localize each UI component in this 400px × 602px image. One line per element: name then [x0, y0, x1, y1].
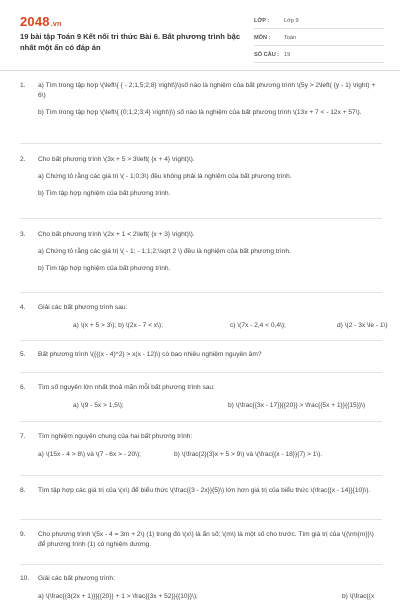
question-text: Bất phương trình \({{(x - 4)^2} > x(x - 12)\) có bao nhiêu nghiệm nguyên âm?	[38, 351, 262, 358]
question-number: 10.	[20, 575, 30, 582]
document-title: 19 bài tập Toán 9 Kết nối tri thức Bài 6. Bất phương trình bậc nhất một ẩn có đáp án	[20, 32, 241, 52]
meta-row-subject	[254, 31, 384, 46]
meta-value: Lớp 9	[284, 18, 299, 24]
question-2	[20, 155, 382, 199]
question-items	[38, 321, 388, 331]
question-item: b) \(\frac{{x	[342, 593, 375, 600]
question-number: 1.	[20, 82, 26, 89]
question-number: 3.	[20, 231, 26, 238]
question-number: 9.	[20, 531, 26, 538]
divider	[20, 372, 382, 373]
question-text: Cho bất phương trình \(2x + 1 < 2\left( {x + 3} \right)\).	[38, 231, 195, 238]
divider	[20, 218, 382, 219]
question-9	[20, 530, 382, 550]
question-text: Tìm số nguyên lớn nhất thoả mãn mỗi bất phương trình sau:	[38, 384, 215, 391]
question-item: a) \(15x - 4 > 8\) và \(7 - 6x > - 20\);	[38, 451, 141, 458]
question-number: 5.	[20, 351, 26, 358]
question-text: Tìm nghiệm nguyên chung của hai bất phương trình:	[38, 433, 193, 440]
question-number: 2.	[20, 156, 26, 163]
meta-label: MÔN :	[254, 35, 271, 41]
question-number: 8.	[20, 487, 26, 494]
question-part-b: b) Tìm tập hợp nghiệm của bất phương trình.	[38, 190, 171, 197]
site-logo[interactable]	[20, 14, 61, 29]
divider	[20, 421, 382, 422]
question-5	[20, 350, 382, 360]
logo-suffix: .vn	[50, 21, 62, 28]
question-text: Giải các bất phương trình:	[38, 575, 115, 582]
meta-row-class	[254, 14, 384, 29]
question-4	[20, 303, 388, 331]
question-item: d) \(2 - 3x \le - 1\)	[337, 322, 388, 329]
question-part-a: a) Tìm trong tập hợp \(\left\{ { - 2;1,5;2;8} \right\}\)số nào là nghiệm của bất phương trình \(5y > 2\left( {y - 1} \right) + 6\)	[38, 82, 376, 99]
divider	[20, 564, 382, 565]
divider	[20, 519, 382, 520]
question-number: 4.	[20, 304, 26, 311]
meta-label: SỐ CÂU :	[254, 52, 280, 58]
question-8	[20, 486, 382, 496]
question-7	[20, 432, 382, 460]
meta-value: Toán	[284, 35, 297, 41]
question-text: Giải các bất phương trình sau:	[38, 304, 128, 311]
divider	[20, 143, 382, 144]
question-part-b: b) Tìm trong tập hợp \(\left\{ {0;1;2;3;4} \right\}\) số nào là nghiệm của bất phương trình \(13x + 7 < - 12x + 57\).	[38, 109, 362, 116]
question-items	[38, 401, 382, 411]
meta-label: LỚP :	[254, 18, 270, 24]
meta-value: 19	[284, 52, 291, 58]
question-part-b: b) Tìm tập hợp nghiệm của bất phương trình.	[38, 265, 171, 272]
question-item: a) \(9 - 5x > 1,5\);	[73, 402, 124, 409]
question-part-a: a) Chứng tỏ rằng các giá trị \( - 1;0;3\) đều không phải là nghiệm của bất phương trình.	[38, 173, 292, 180]
divider	[20, 292, 382, 293]
divider	[20, 340, 382, 341]
question-item: a) \(\frac{{3(2x + 1)}}{{20}} + 1 > \frac{{3x + 52}}{{10}}\);	[38, 593, 198, 600]
question-text: Cho phương trình \(5x - 4 = 3m + 2\) (1) trong đó \(x\) là ẩn số; \(m\) là một số cho trước. Tìm giá trị của \({\rm{m}}\) để phương trình (1) có nghiệm dương.	[38, 531, 374, 548]
meta-row-count	[254, 48, 384, 63]
question-item: b) \(\frac{2}{3}x + 5 > 9\) và \(\frac{{x - 18}}{7} > 1\).	[174, 451, 323, 458]
question-items	[38, 450, 382, 460]
question-1	[20, 81, 382, 118]
question-text: Cho bất phương trình \(3x + 5 > 3\left( {x + 4} \right)\).	[38, 156, 195, 163]
question-6	[20, 383, 382, 411]
question-item: a) \(x + 5 > 3\); b) \(2x - 7 < x\);	[73, 322, 163, 329]
meta-table	[254, 14, 384, 65]
question-part-a: a) Chứng tỏ rằng các giá trị \( - 1; - 1;1;2;\sqrt 2 \) đều là nghiệm của bất phương trình.	[38, 248, 291, 255]
question-3	[20, 230, 382, 274]
document-header	[0, 0, 400, 71]
question-items	[38, 592, 382, 602]
question-item: b) \(\frac{{3x - 17}}{{20}} > \frac{{5x + 1}}{{15}}\)	[228, 402, 366, 409]
question-number: 7.	[20, 433, 26, 440]
question-text: Tìm tập hợp các giá trị của \(x\) để biểu thức \(\frac{{3 - 2x}}{5}\) lớn hơn giá trị của biểu thức \(\frac{{x - 14}}{10}\).	[38, 487, 371, 494]
question-10	[20, 574, 382, 602]
logo-text: 2048	[20, 14, 50, 29]
question-item: c) \(7x - 2,4 < 0,4\);	[230, 322, 286, 329]
divider	[20, 475, 382, 476]
question-number: 6.	[20, 384, 26, 391]
